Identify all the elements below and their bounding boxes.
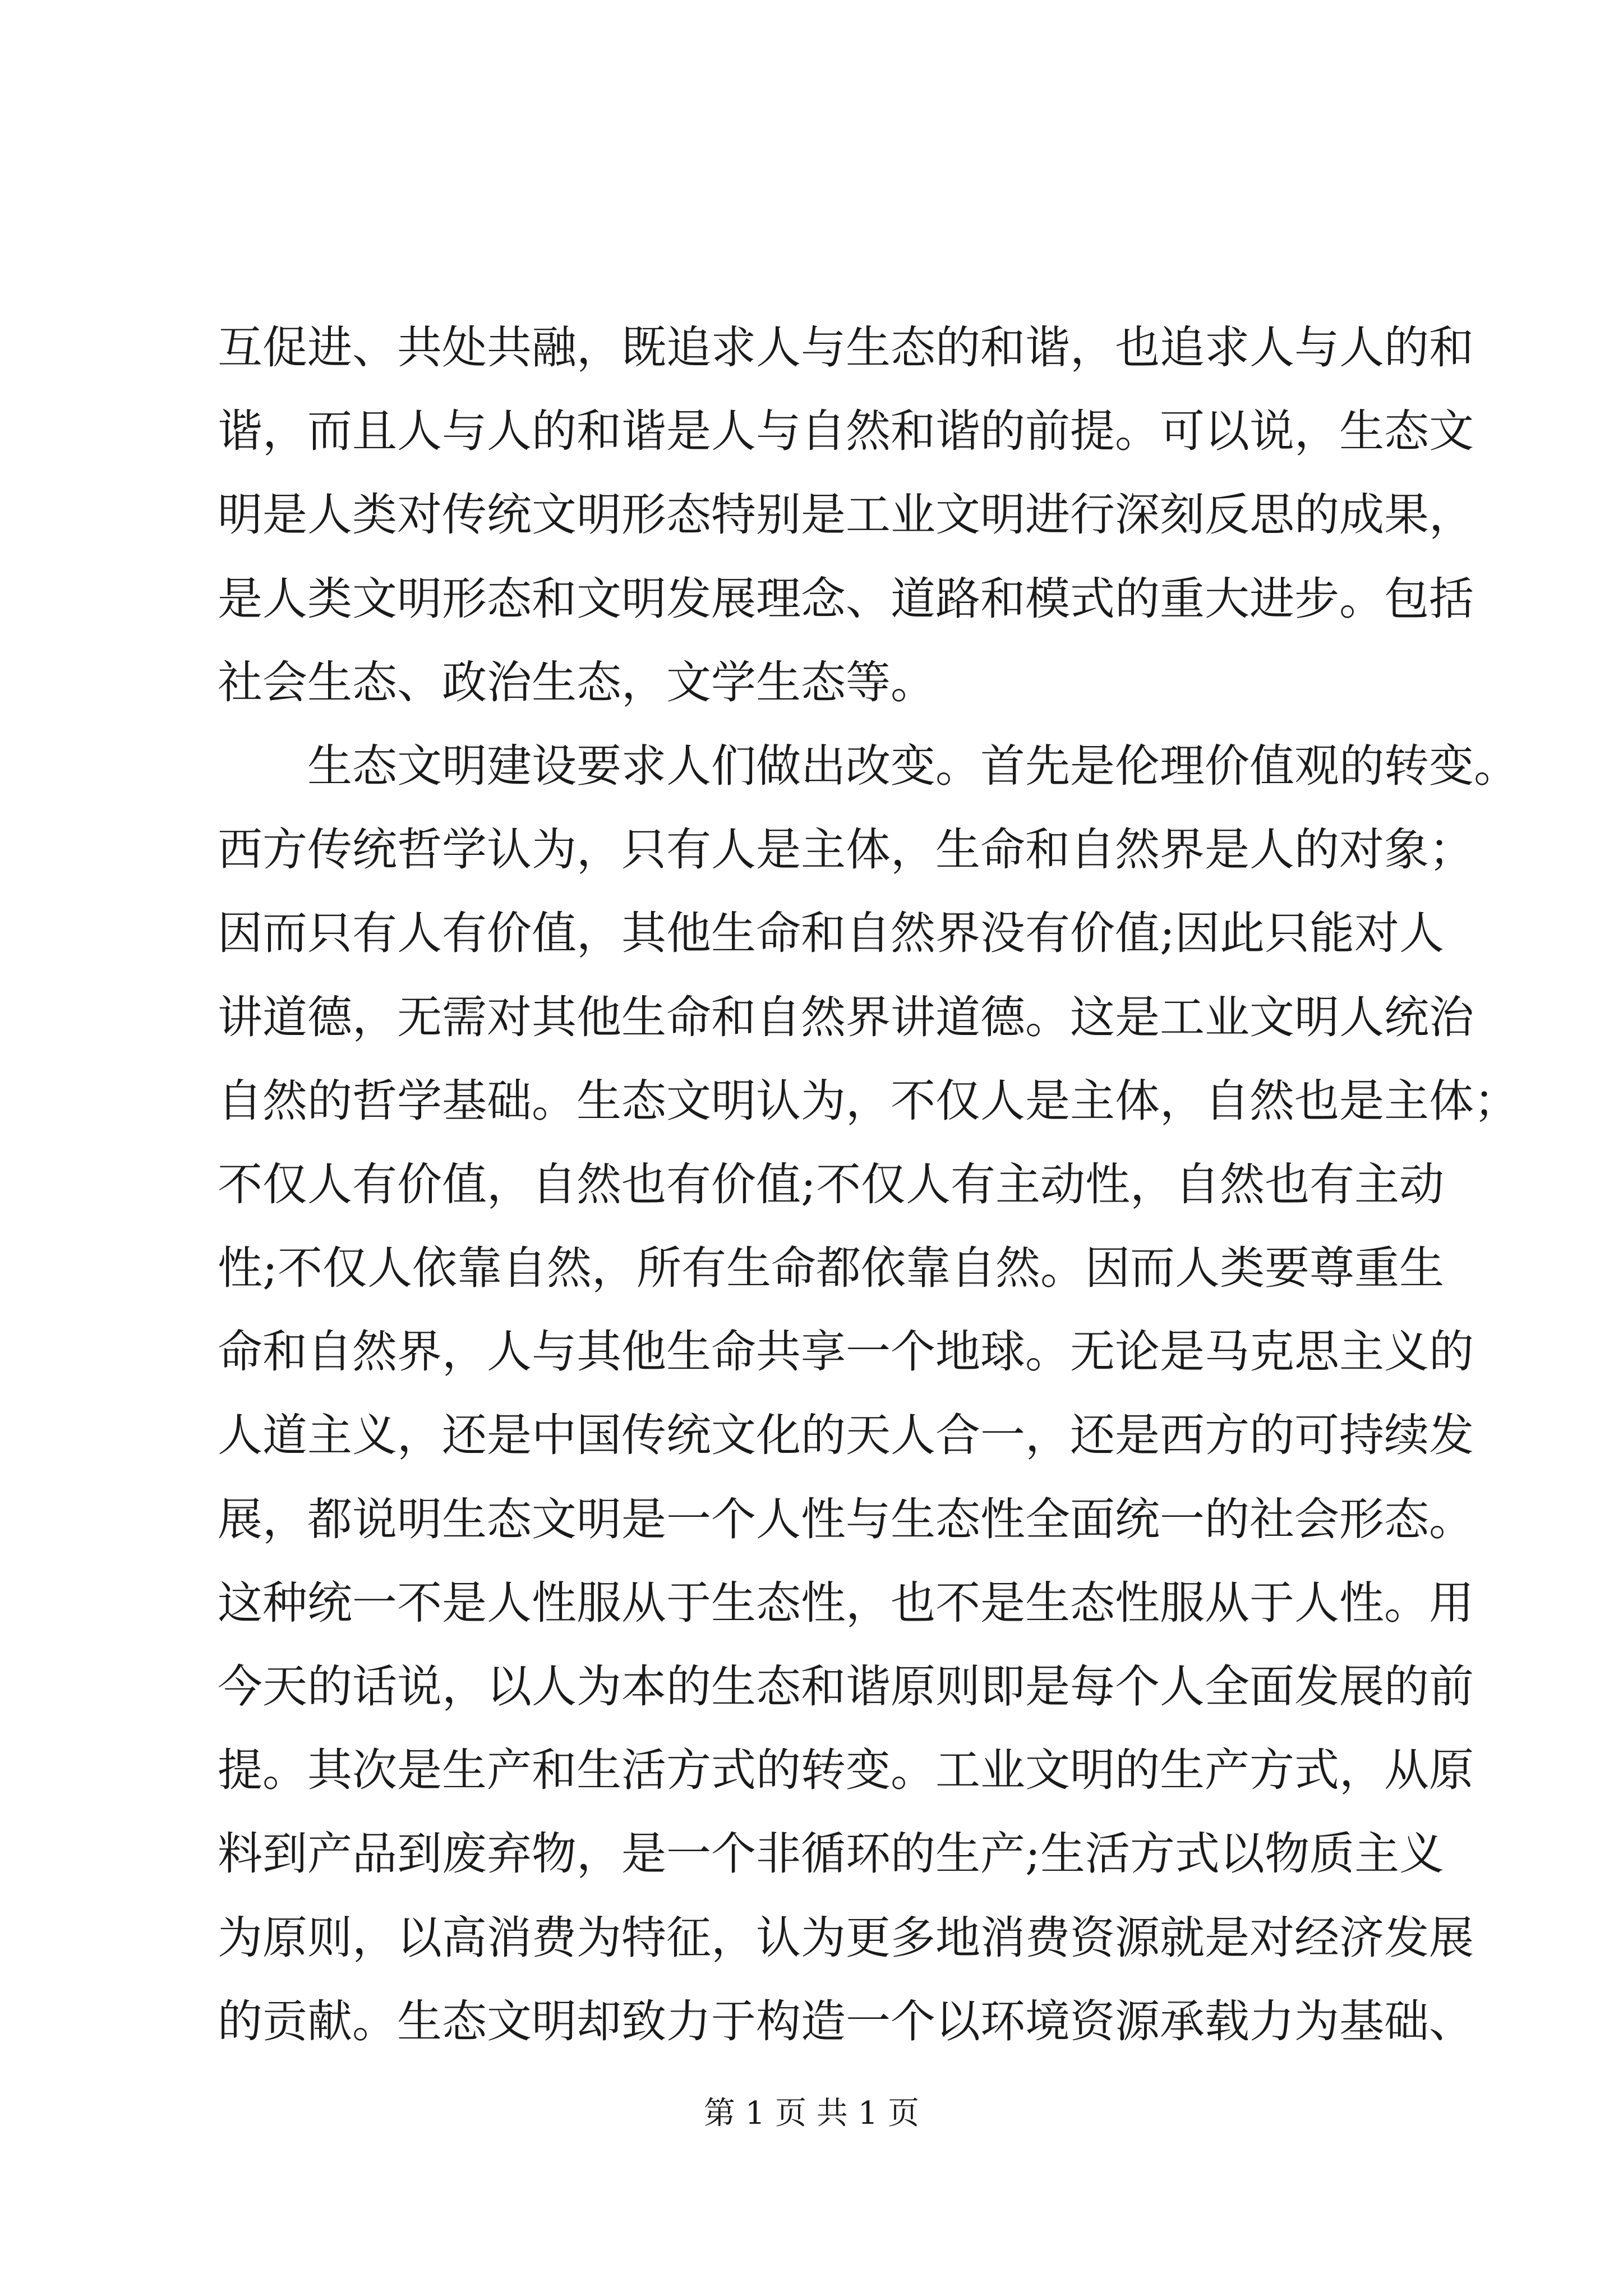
text-line: 这种统一不是人性服从于生态性，也不是生态性服从于人性。用	[218, 1576, 1474, 1629]
text-line: 的贡献。生态文明却致力于构造一个以环境资源承载力为基础、	[218, 1995, 1474, 2047]
text-line: 是人类文明形态和文明发展理念、道路和模式的重大进步。包括	[218, 572, 1474, 625]
text-line: 料到产品到废弃物，是一个非循环的生产;生活方式以物质主义	[218, 1828, 1444, 1880]
text-line: 互促进、共处共融，既追求人与生态的和谐，也追求人与人的和	[218, 321, 1474, 374]
text-line: 西方传统哲学认为，只有人是主体，生命和自然界是人的对象；	[218, 823, 1474, 876]
paragraph-1	[218, 306, 1474, 724]
text-line: 展，都说明生态文明是一个人性与生态性全面统一的社会形态。	[218, 1493, 1474, 1545]
body-text	[218, 306, 1519, 2063]
text-line: 为原则，以高消费为特征，认为更多地消费资源就是对经济发展	[218, 1911, 1474, 1964]
text-line: 讲道德，无需对其他生命和自然界讲道德。这是工业文明人统治	[218, 991, 1474, 1043]
text-line: 生态文明建设要求人们做出改变。首先是伦理价值观的转变。	[307, 739, 1519, 792]
page-number-footer: 第 1 页 共 1 页	[703, 2095, 920, 2132]
text-line: 谐，而且人与人的和谐是人与自然和谐的前提。可以说，生态文	[218, 405, 1474, 458]
text-line: 明是人类对传统文明形态特别是工业文明进行深刻反思的成果，	[218, 489, 1474, 541]
text-line: 提。其次是生产和生活方式的转变。工业文明的生产方式，从原	[218, 1744, 1474, 1797]
text-line: 因而只有人有价值，其他生命和自然界没有价值;因此只能对人	[218, 907, 1444, 960]
text-line: 自然的哲学基础。生态文明认为，不仅人是主体，自然也是主体；	[218, 1074, 1519, 1127]
text-line: 性;不仅人依靠自然，所有生命都依靠自然。因而人类要尊重生	[218, 1242, 1444, 1295]
text-line: 不仅人有价值，自然也有价值;不仅人有主动性，自然也有主动	[218, 1158, 1444, 1211]
text-line: 命和自然界，人与其他生命共享一个地球。无论是马克思主义的	[218, 1326, 1474, 1378]
text-line: 社会生态、政治生态，文学生态等。	[218, 656, 935, 708]
paragraph-2	[218, 724, 1519, 2063]
text-line: 今天的话说，以人为本的生态和谐原则即是每个人全面发展的前	[218, 1660, 1474, 1713]
text-line: 人道主义，还是中国传统文化的天人合一，还是西方的可持续发	[218, 1409, 1474, 1462]
